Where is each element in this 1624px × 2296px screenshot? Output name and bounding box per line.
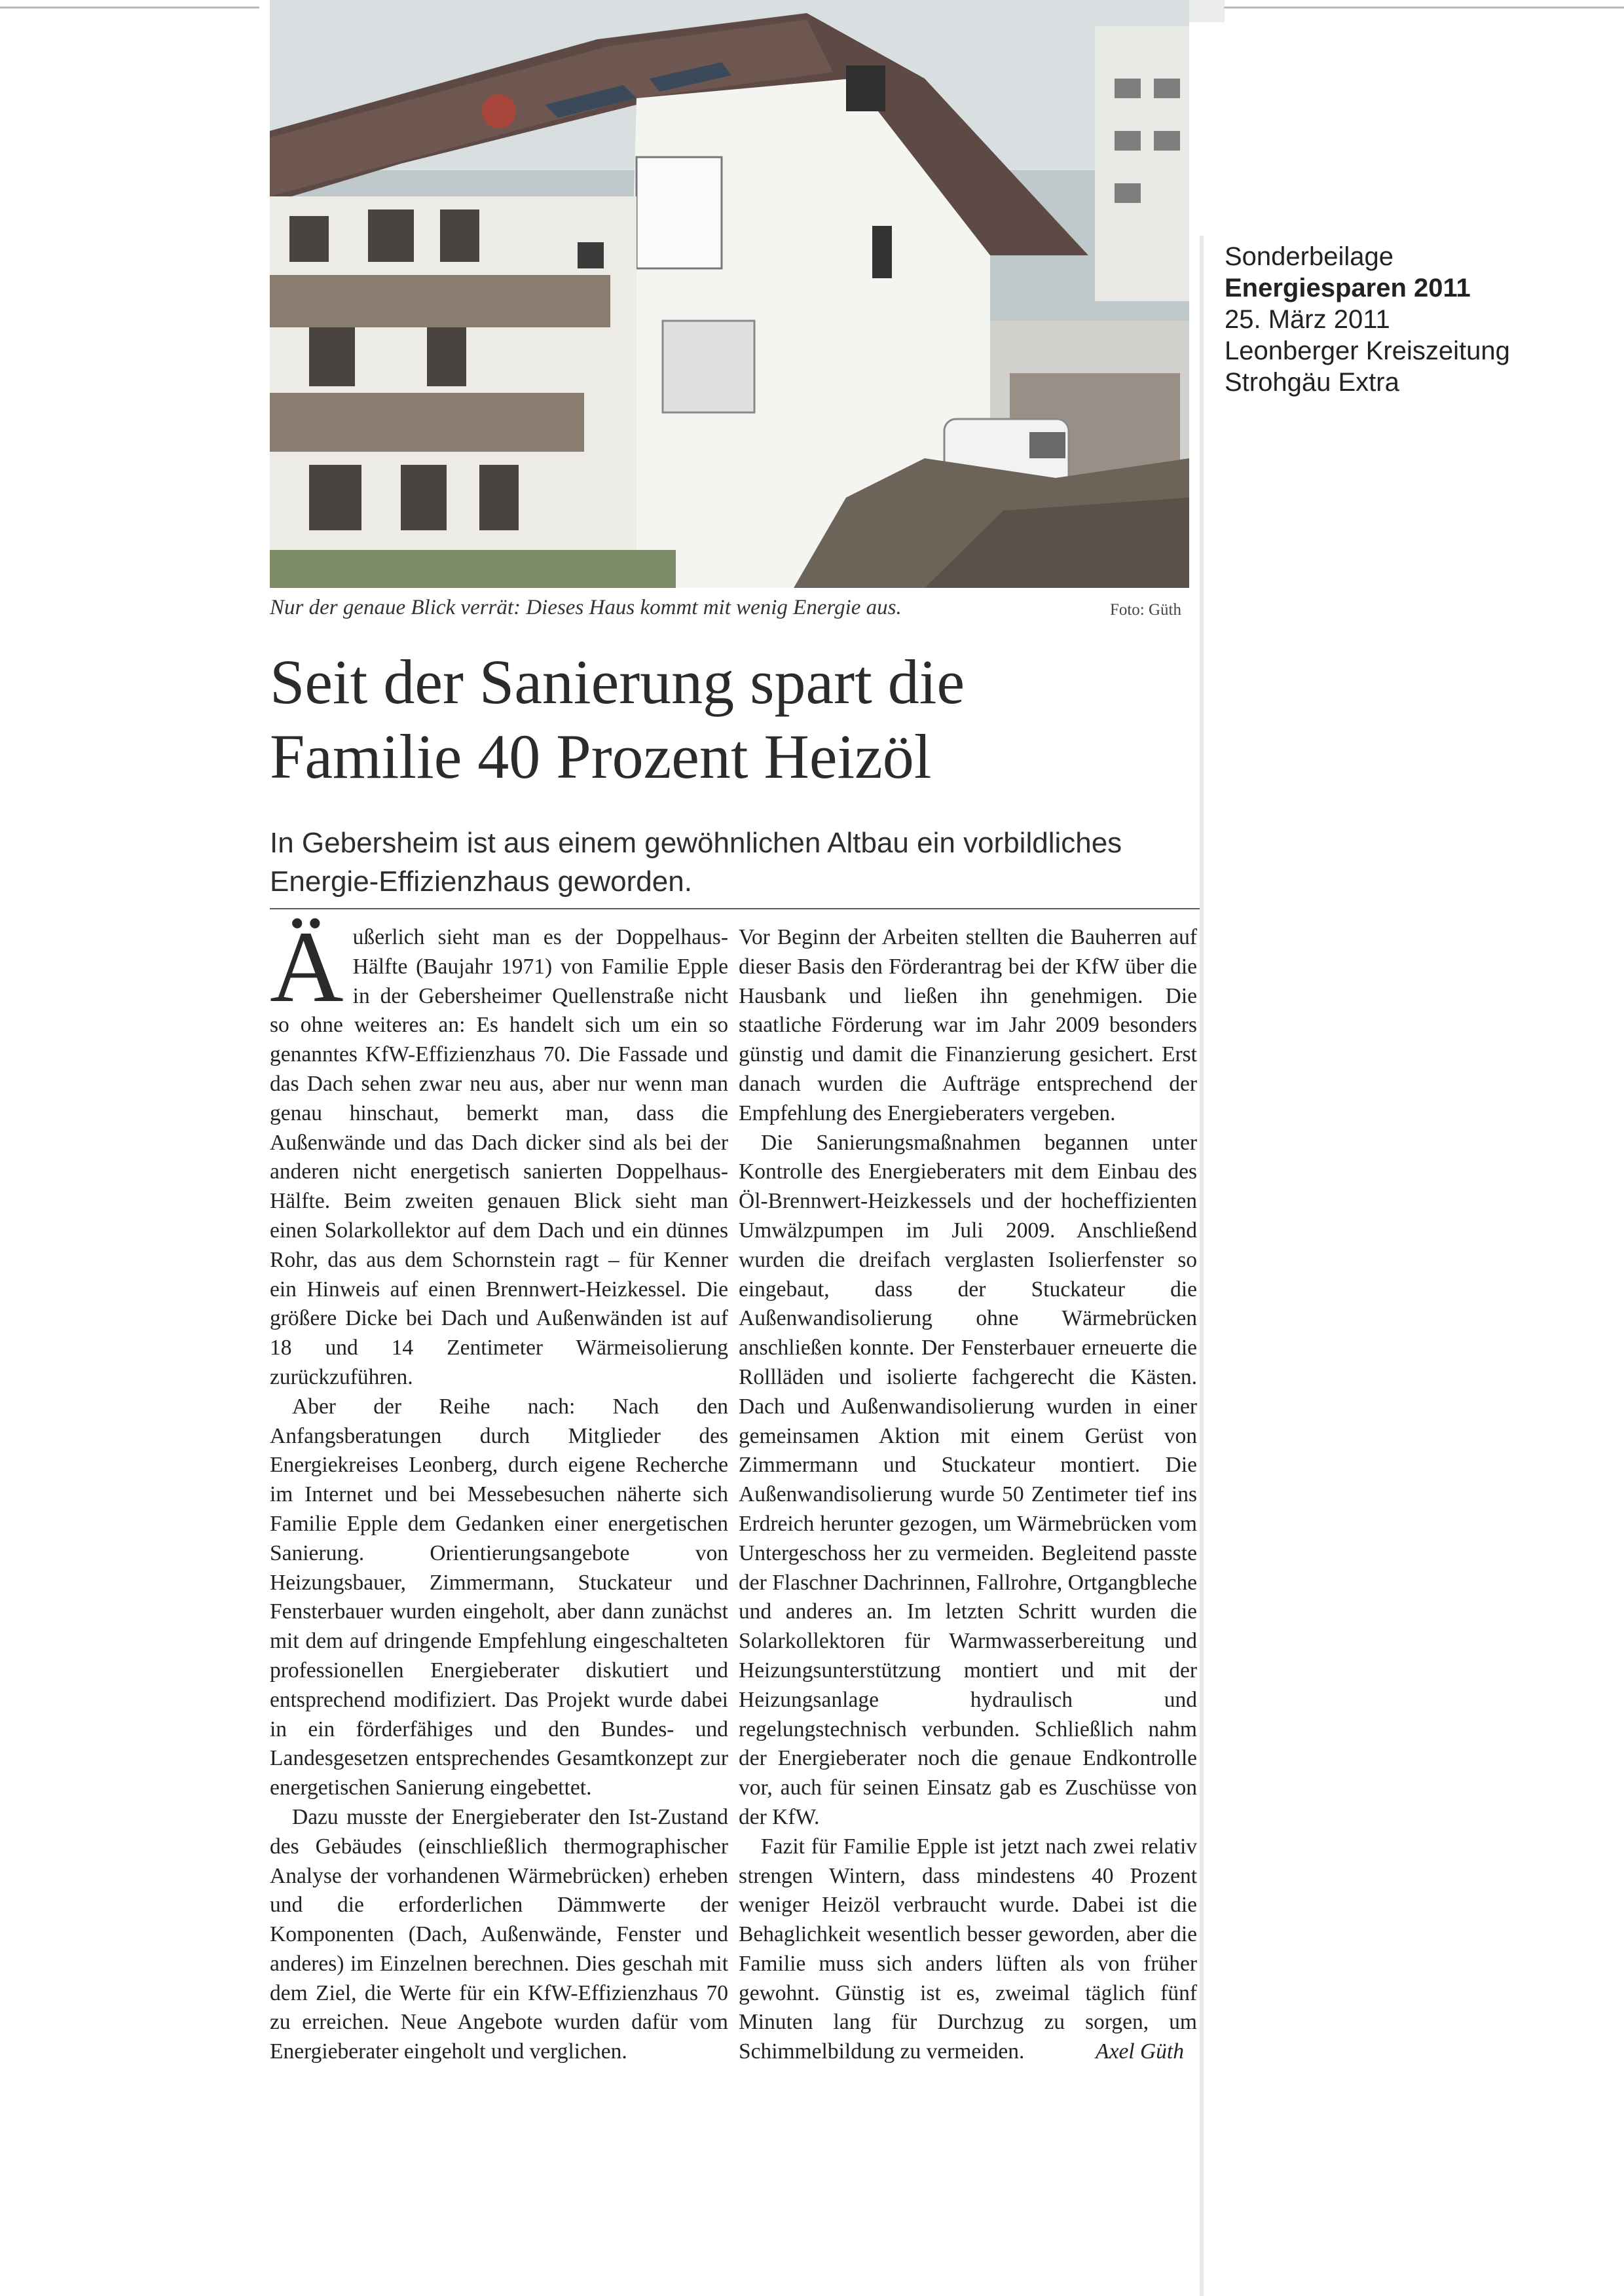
- article-column-2: [739, 923, 1197, 2067]
- clipping-shadow-right: [1200, 236, 1204, 2296]
- article-author: Axel Güth: [1096, 2039, 1184, 2064]
- publication-stamp: [1225, 241, 1510, 398]
- stamp-edition: Strohgäu Extra: [1225, 368, 1399, 397]
- photo-caption: [270, 596, 1189, 629]
- photo-credit: Foto: Güth: [1109, 601, 1181, 619]
- paragraph: Äußerlich sieht man es der Doppelhaus-Hälfte (Baujahr 1971) von Familie Epple in der Gebersheimer Quellenstraße nicht so ohne weiteres an: Es handelt sich um ein so genanntes KfW-Effizienzhaus 70. Die Fassade und das Dach sehen zwar neu aus, aber nur wenn man genau hinschaut, bemerkt man, dass die Außenwände und das Dach dicker sind als bei der anderen nicht energetisch sanierten Doppelhaus-Hälfte. Beim zweiten genauen Blick sieht man einen Solarkollektor auf dem Dach und ein dünnes Rohr, das aus dem Schornstein ragt – für Kenner ein Hinweis auf einen Brennwert-Heizkessel. Die größere Dicke bei Dach und Außenwänden ist auf 18 und 14 Zentimeter Wärmeisolierung zurückzuführen.: [270, 910, 728, 1389]
- scan-edge-left: [0, 7, 259, 9]
- subtitle-rule: [270, 908, 1200, 909]
- paragraph: Vor Beginn der Arbeiten stellten die Bauherren auf dieser Basis den Förderantrag bei der KfW über die Hausbank und ließen ihn genehmigen. Die staatliche Förderung war im Jahr 2009 besonders günstig und damit die Finanzierung gesichert. Erst danach wurden die Aufträge entsprechend der Empfehlung des Energieberaters vergeben.: [739, 925, 1197, 1125]
- stamp-title: Energiesparen 2011: [1225, 274, 1471, 302]
- stamp-date: 25. März 2011: [1225, 305, 1390, 334]
- paragraph: Die Sanierungsmaßnahmen begannen unter Kontrolle des Energieberaters mit dem Einbau des Öl-Brennwert-Heizkessels und der hocheffizienten Umwälzpumpen im Juli 2009. Anschließend wurden die dreifach verglasten Isolierfenster so eingebaut, dass der Stuckateur die Außenwandisolierung ohne Wärmebrücken anschließen konnte. Der Fensterbauer erneuerte die Rollläden und isolierte fachgerecht die Kästen. Dach und Außenwandisolierung wurden in einer gemeinsamen Aktion mit einem Gerüst von Zimmermann und Stuckateur montiert. Die Außenwandisolierung wurde 50 Zentimeter tief ins Erdreich herunter gezogen, um Wärmebrücken vom Untergeschoss her zu vermeiden. Begleitend passte der Flaschner Dachrinnen, Fallrohre, Ortgangbleche und anderes an. Im letzten Schritt wurden die Solarkollektoren für Warmwasserbereitung und Heizungsunterstützung montiert und mit der Heizungsanlage hydraulisch und regelungstechnisch verbunden. Schließlich nahm der Energieberater noch die genaue Endkontrolle vor, auch für seinen Einsatz gab es Zuschüsse von der KfW.: [739, 1130, 1197, 1829]
- house-photo: [270, 0, 1189, 588]
- paragraph: Fazit für Familie Epple ist jetzt nach zwei relativ strengen Wintern, dass mindestens 40 Prozent weniger Heizöl verbraucht wurde. Dabei ist die Behaglichkeit wesentlich besser geworden, aber die Familie muss sich anders lüften als von früher gewohnt. Günstig ist es, zweimal täglich fünf Minuten lang für Durchzug zu sorgen, um Schimmelbildung zu vermeiden.: [739, 1834, 1197, 2064]
- scan-edge-right: [1223, 7, 1624, 9]
- paragraph: Dazu musste der Energieberater den Ist-Zustand des Gebäudes (einschließlich thermographischer Analyse der vorhandenen Wärmebrücken) erheben und die erforderlichen Dämmwerte der Komponenten (Dach, Außenwände, Fenster und anderes) im Einzelnen berechnen. Dies geschah mit dem Ziel, die Werte für ein KfW-Effizienzhaus 70 zu erreichen. Neue Angebote wurden dafür vom Energieberater eingeholt und verglichen.: [270, 1804, 728, 2064]
- article-subtitle: In Gebersheim ist aus einem gewöhnlichen Altbau ein vorbildliches Energie-Effizienzhaus geworden.: [270, 827, 1122, 898]
- drop-cap: Ä: [270, 910, 344, 1023]
- article-column-1: [270, 910, 728, 2067]
- article-headline: Seit der Sanierung spart die Familie 40 Prozent Heizöl: [270, 647, 965, 792]
- caption-text: Nur der genaue Blick verrät: Dieses Haus kommt mit wenig Energie aus.: [270, 596, 902, 619]
- stamp-newspaper: Leonberger Kreiszeitung: [1225, 337, 1510, 365]
- paragraph: Aber der Reihe nach: Nach den Anfangsberatungen durch Mitglieder des Energiekreises Leonberg, durch eigene Recherche im Internet und bei Messebesuchen näherte sich Familie Epple dem Gedanken einer energetischen Sanierung. Orientierungsangebote von Heizungsbauer, Zimmermann, Stuckateur und Fensterbauer wurden eingeholt, aber dann zunächst mit dem auf dringende Empfehlung eingeschalteten professionellen Energieberater diskutiert und entsprechend modifiziert. Das Projekt wurde dabei in ein förderfähiges und den Bundes- und Landesgesetzen entsprechendes Gesamtkonzept zur energetischen Sanierung eingebettet.: [270, 1394, 728, 1800]
- stamp-supplement: Sonderbeilage: [1225, 242, 1393, 271]
